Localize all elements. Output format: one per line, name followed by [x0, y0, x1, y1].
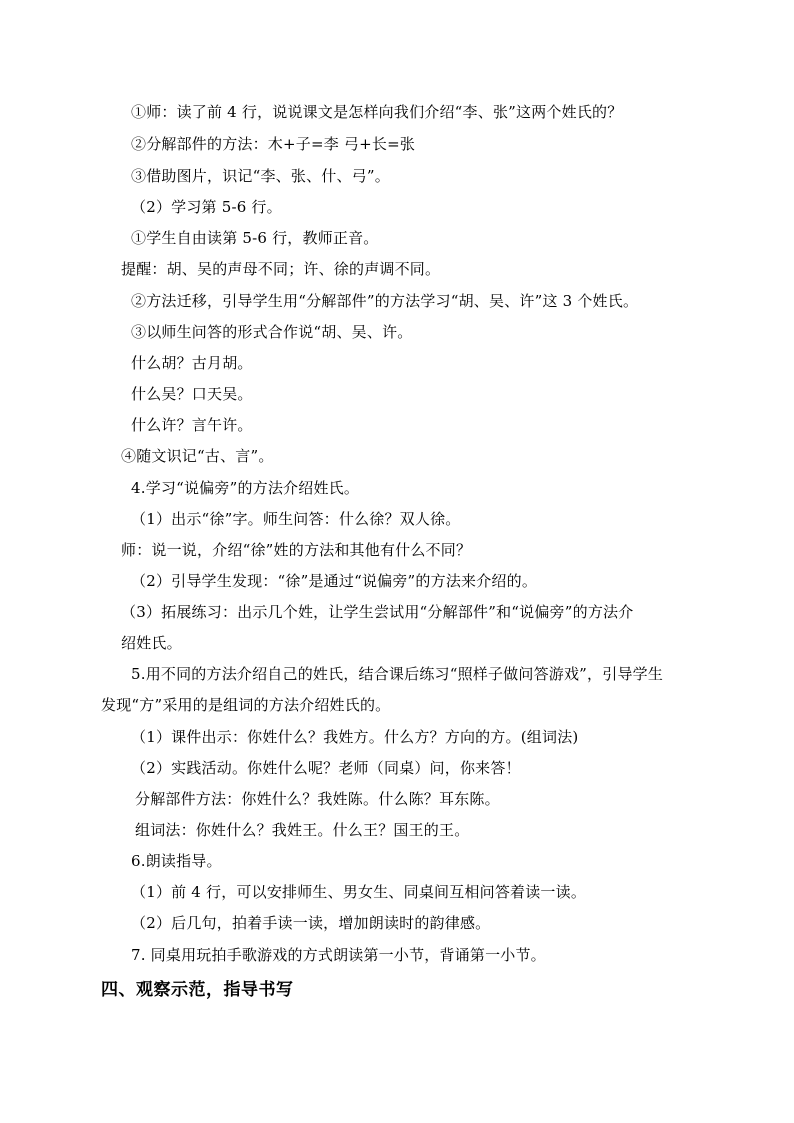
text-line: （2）学习第 5-6 行。	[131, 198, 282, 216]
text-line: 6.朗读指导。	[131, 852, 222, 870]
text-line: （1）课件出示：你姓什么？我姓方。什么方？方向的方。(组词法)	[131, 728, 579, 746]
text-line: （1）出示“徐”字。师生问答：什么徐？双人徐。	[131, 510, 461, 528]
text-line: ②方法迁移，引导学生用“分解部件”的方法学习“胡、吴、许”这 3 个姓氏。	[131, 292, 639, 310]
text-line: 发现“方”采用的是组词的方法介绍姓氏的。	[101, 696, 391, 714]
text-line: ①学生自由读第 5-6 行，教师正音。	[131, 229, 379, 247]
text-line: 什么许？言午许。	[131, 416, 253, 434]
section-heading: 四、观察示范，指导书写	[101, 980, 294, 1000]
text-line: ②分解部件的方法：木+子=李 弓+长=张	[131, 135, 416, 153]
text-line: （2）后几句，拍着手读一读，增加朗读时的韵律感。	[131, 914, 491, 932]
text-line: （3）拓展练习：出示几个姓，让学生尝试用“分解部件”和“说偏旁”的方法介	[121, 603, 634, 621]
text-line: ①师：读了前 4 行，说说课文是怎样向我们介绍“李、张”这两个姓氏的？	[131, 103, 623, 121]
text-line: 4.学习“说偏旁”的方法介绍姓氏。	[131, 479, 360, 497]
text-line: ④随文识记“古、言”。	[121, 447, 274, 465]
text-line: 提醒：胡、吴的声母不同；许、徐的声调不同。	[121, 260, 441, 278]
text-line: 绍姓氏。	[121, 634, 182, 652]
text-line: 师：说一说，介绍“徐”姓的方法和其他有什么不同？	[121, 541, 472, 559]
text-line: ③借助图片，识记“李、张、什、弓”。	[131, 167, 390, 185]
text-line: 5.用不同的方法介绍自己的姓氏，结合课后练习“照样子做问答游戏”，引导学生	[131, 665, 664, 683]
text-line: 分解部件方法：你姓什么？我姓陈。什么陈？耳东陈。	[135, 790, 500, 808]
text-line: ③以师生问答的形式合作说“胡、吴、许。	[131, 323, 413, 341]
text-line: （2）实践活动。你姓什么呢？老师（同桌）问，你来答！	[131, 759, 521, 777]
text-line: 什么胡？古月胡。	[131, 354, 253, 372]
text-line: 7. 同桌用玩拍手歌游戏的方式朗读第一小节，背诵第一小节。	[131, 946, 546, 964]
text-line: （1）前 4 行，可以安排师生、男女生、同桌间互相问答着读一读。	[131, 883, 587, 901]
text-line: 组词法：你姓什么？我姓王。什么王？国王的王。	[135, 821, 470, 839]
text-line: 什么吴？口天吴。	[131, 385, 253, 403]
text-line: （2）引导学生发现：“徐”是通过“说偏旁”的方法来介绍的。	[131, 572, 538, 590]
